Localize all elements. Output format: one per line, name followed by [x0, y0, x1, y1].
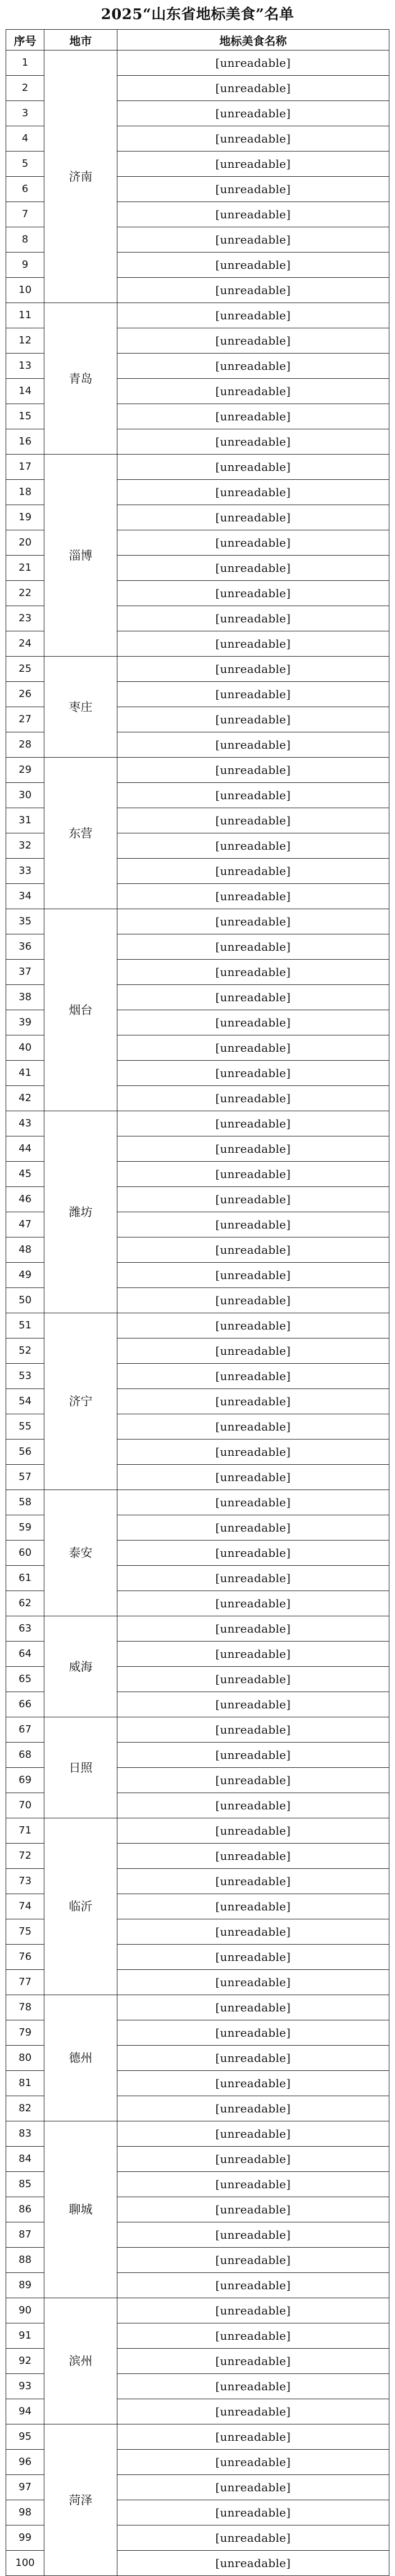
food-name: [unreadable]: [117, 1035, 389, 1061]
food-name: [unreadable]: [117, 960, 389, 985]
food-name: [unreadable]: [117, 758, 389, 783]
row-number: 68: [6, 1743, 44, 1768]
food-name: [unreadable]: [117, 1288, 389, 1313]
food-name: [unreadable]: [117, 1389, 389, 1414]
food-name: [unreadable]: [117, 1768, 389, 1793]
row-number: 100: [6, 2551, 44, 2576]
food-name: [unreadable]: [117, 303, 389, 328]
city-cell: 德州: [44, 1995, 117, 2121]
food-name: [unreadable]: [117, 328, 389, 354]
food-name: [unreadable]: [117, 1010, 389, 1035]
row-number: 51: [6, 1313, 44, 1339]
row-number: 58: [6, 1490, 44, 1515]
row-number: 60: [6, 1541, 44, 1566]
row-number: 28: [6, 732, 44, 758]
food-name: [unreadable]: [117, 1515, 389, 1541]
food-name: [unreadable]: [117, 985, 389, 1010]
row-number: 35: [6, 909, 44, 934]
row-number: 86: [6, 2197, 44, 2222]
table-row: [6, 1111, 389, 1136]
food-name: [unreadable]: [117, 1667, 389, 1692]
row-number: 99: [6, 2525, 44, 2551]
food-name: [unreadable]: [117, 2020, 389, 2046]
row-number: 73: [6, 1869, 44, 1894]
table-row: [6, 2121, 389, 2147]
row-number: 67: [6, 1717, 44, 1743]
row-number: 30: [6, 783, 44, 808]
row-number: 87: [6, 2222, 44, 2248]
food-name: [unreadable]: [117, 581, 389, 606]
row-number: 96: [6, 2450, 44, 2475]
food-name: [unreadable]: [117, 1086, 389, 1111]
table-row: [6, 2298, 389, 2323]
row-number: 9: [6, 253, 44, 278]
row-number: 12: [6, 328, 44, 354]
city-cell: 临沂: [44, 1818, 117, 1995]
food-name: [unreadable]: [117, 657, 389, 682]
row-number: 76: [6, 1945, 44, 1970]
row-number: 3: [6, 101, 44, 126]
row-number: 72: [6, 1844, 44, 1869]
food-name: [unreadable]: [117, 202, 389, 227]
food-name: [unreadable]: [117, 2298, 389, 2323]
food-name: [unreadable]: [117, 556, 389, 581]
row-number: 24: [6, 631, 44, 657]
food-name: [unreadable]: [117, 177, 389, 202]
row-number: 45: [6, 1162, 44, 1187]
food-name: [unreadable]: [117, 455, 389, 480]
food-name: [unreadable]: [117, 2121, 389, 2147]
food-name: [unreadable]: [117, 354, 389, 379]
row-number: 17: [6, 455, 44, 480]
city-cell: 青岛: [44, 303, 117, 455]
food-name: [unreadable]: [117, 101, 389, 126]
food-name: [unreadable]: [117, 1237, 389, 1263]
row-number: 64: [6, 1642, 44, 1667]
row-number: 83: [6, 2121, 44, 2147]
food-name: [unreadable]: [117, 909, 389, 934]
row-number: 77: [6, 1970, 44, 1995]
row-number: 62: [6, 1591, 44, 1616]
food-name: [unreadable]: [117, 707, 389, 732]
food-name: [unreadable]: [117, 1263, 389, 1288]
city-cell: 潍坊: [44, 1111, 117, 1313]
food-name: [unreadable]: [117, 1616, 389, 1642]
row-number: 85: [6, 2172, 44, 2197]
food-name: [unreadable]: [117, 833, 389, 859]
row-number: 75: [6, 1919, 44, 1945]
row-number: 47: [6, 1212, 44, 1237]
food-name: [unreadable]: [117, 1869, 389, 1894]
row-number: 7: [6, 202, 44, 227]
table-row: [6, 758, 389, 783]
row-number: 37: [6, 960, 44, 985]
food-name: [unreadable]: [117, 682, 389, 707]
food-name: [unreadable]: [117, 2071, 389, 2096]
row-number: 41: [6, 1061, 44, 1086]
food-name: [unreadable]: [117, 1339, 389, 1364]
city-cell: 威海: [44, 1616, 117, 1717]
food-name: [unreadable]: [117, 1970, 389, 1995]
row-number: 33: [6, 859, 44, 884]
row-number: 13: [6, 354, 44, 379]
food-name: [unreadable]: [117, 2450, 389, 2475]
row-number: 11: [6, 303, 44, 328]
food-name: [unreadable]: [117, 1111, 389, 1136]
row-number: 26: [6, 682, 44, 707]
row-number: 27: [6, 707, 44, 732]
row-number: 31: [6, 808, 44, 833]
table-header: [6, 30, 389, 51]
row-number: 69: [6, 1768, 44, 1793]
row-number: 40: [6, 1035, 44, 1061]
row-number: 80: [6, 2046, 44, 2071]
row-number: 61: [6, 1566, 44, 1591]
city-cell: 淄博: [44, 455, 117, 657]
table-row: [6, 1616, 389, 1642]
food-name: [unreadable]: [117, 1844, 389, 1869]
food-name: [unreadable]: [117, 1642, 389, 1667]
food-name: [unreadable]: [117, 1136, 389, 1162]
row-number: 34: [6, 884, 44, 909]
table-row: [6, 909, 389, 934]
food-name: [unreadable]: [117, 808, 389, 833]
row-number: 56: [6, 1440, 44, 1465]
food-name: [unreadable]: [117, 2046, 389, 2071]
food-name: [unreadable]: [117, 2551, 389, 2576]
row-number: 29: [6, 758, 44, 783]
food-name: [unreadable]: [117, 1541, 389, 1566]
food-name: [unreadable]: [117, 2475, 389, 2500]
city-cell: 烟台: [44, 909, 117, 1111]
row-number: 89: [6, 2273, 44, 2298]
food-name: [unreadable]: [117, 2172, 389, 2197]
food-name: [unreadable]: [117, 1364, 389, 1389]
row-number: 91: [6, 2323, 44, 2349]
food-name: [unreadable]: [117, 1818, 389, 1844]
row-number: 66: [6, 1692, 44, 1717]
row-number: 16: [6, 429, 44, 455]
row-number: 70: [6, 1793, 44, 1818]
food-name: [unreadable]: [117, 1187, 389, 1212]
food-name: [unreadable]: [117, 2500, 389, 2525]
table-row: [6, 455, 389, 480]
food-name: [unreadable]: [117, 1566, 389, 1591]
row-number: 18: [6, 480, 44, 505]
row-number: 21: [6, 556, 44, 581]
row-number: 78: [6, 1995, 44, 2020]
food-name: [unreadable]: [117, 1692, 389, 1717]
row-number: 1: [6, 51, 44, 76]
row-number: 52: [6, 1339, 44, 1364]
row-number: 82: [6, 2096, 44, 2121]
city-cell: 菏泽: [44, 2424, 117, 2576]
food-name: [unreadable]: [117, 152, 389, 177]
food-name: [unreadable]: [117, 1414, 389, 1440]
food-name: [unreadable]: [117, 1490, 389, 1515]
header-city: 地市: [44, 30, 117, 51]
row-number: 92: [6, 2349, 44, 2374]
food-name: [unreadable]: [117, 1440, 389, 1465]
row-number: 23: [6, 606, 44, 631]
row-number: 88: [6, 2248, 44, 2273]
food-name: [unreadable]: [117, 1162, 389, 1187]
city-cell: 济宁: [44, 1313, 117, 1490]
food-name: [unreadable]: [117, 51, 389, 76]
row-number: 19: [6, 505, 44, 530]
food-name: [unreadable]: [117, 1743, 389, 1768]
food-name: [unreadable]: [117, 2424, 389, 2450]
table-row: [6, 51, 389, 76]
food-name: [unreadable]: [117, 2096, 389, 2121]
food-name: [unreadable]: [117, 1212, 389, 1237]
row-number: 36: [6, 934, 44, 960]
food-name: [unreadable]: [117, 2273, 389, 2298]
row-number: 53: [6, 1364, 44, 1389]
row-number: 42: [6, 1086, 44, 1111]
food-name: [unreadable]: [117, 884, 389, 909]
food-name: [unreadable]: [117, 278, 389, 303]
table-row: [6, 303, 389, 328]
row-number: 74: [6, 1894, 44, 1919]
city-cell: 聊城: [44, 2121, 117, 2298]
food-name: [unreadable]: [117, 2147, 389, 2172]
food-table: [6, 29, 389, 2576]
row-number: 5: [6, 152, 44, 177]
row-number: 39: [6, 1010, 44, 1035]
food-name: [unreadable]: [117, 2349, 389, 2374]
city-cell: 泰安: [44, 1490, 117, 1616]
row-number: 48: [6, 1237, 44, 1263]
row-number: 22: [6, 581, 44, 606]
row-number: 4: [6, 126, 44, 152]
food-name: [unreadable]: [117, 1919, 389, 1945]
row-number: 79: [6, 2020, 44, 2046]
food-name: [unreadable]: [117, 2525, 389, 2551]
city-cell: 枣庄: [44, 657, 117, 758]
food-name: [unreadable]: [117, 1995, 389, 2020]
row-number: 84: [6, 2147, 44, 2172]
food-name: [unreadable]: [117, 126, 389, 152]
row-number: 94: [6, 2399, 44, 2424]
row-number: 15: [6, 404, 44, 429]
food-name: [unreadable]: [117, 404, 389, 429]
food-name: [unreadable]: [117, 859, 389, 884]
food-name: [unreadable]: [117, 480, 389, 505]
food-name: [unreadable]: [117, 631, 389, 657]
row-number: 59: [6, 1515, 44, 1541]
row-number: 6: [6, 177, 44, 202]
row-number: 32: [6, 833, 44, 859]
row-number: 54: [6, 1389, 44, 1414]
header-food: 地标美食名称: [117, 30, 389, 51]
food-name: [unreadable]: [117, 530, 389, 556]
food-name: [unreadable]: [117, 1894, 389, 1919]
food-name: [unreadable]: [117, 2374, 389, 2399]
row-number: 55: [6, 1414, 44, 1440]
row-number: 71: [6, 1818, 44, 1844]
food-name: [unreadable]: [117, 505, 389, 530]
food-name: [unreadable]: [117, 606, 389, 631]
row-number: 2: [6, 76, 44, 101]
food-name: [unreadable]: [117, 76, 389, 101]
food-name: [unreadable]: [117, 429, 389, 455]
food-name: [unreadable]: [117, 1717, 389, 1743]
food-name: [unreadable]: [117, 2197, 389, 2222]
row-number: 93: [6, 2374, 44, 2399]
row-number: 65: [6, 1667, 44, 1692]
food-name: [unreadable]: [117, 2248, 389, 2273]
food-name: [unreadable]: [117, 1591, 389, 1616]
table-row: [6, 1995, 389, 2020]
row-number: 95: [6, 2424, 44, 2450]
row-number: 25: [6, 657, 44, 682]
food-name: [unreadable]: [117, 1061, 389, 1086]
food-name: [unreadable]: [117, 783, 389, 808]
row-number: 44: [6, 1136, 44, 1162]
row-number: 10: [6, 278, 44, 303]
row-number: 46: [6, 1187, 44, 1212]
row-number: 90: [6, 2298, 44, 2323]
food-name: [unreadable]: [117, 1313, 389, 1339]
food-name: [unreadable]: [117, 227, 389, 253]
city-cell: 济南: [44, 51, 117, 303]
row-number: 8: [6, 227, 44, 253]
food-name: [unreadable]: [117, 934, 389, 960]
row-number: 57: [6, 1465, 44, 1490]
row-number: 38: [6, 985, 44, 1010]
page-title: 2025“山东省地标美食”名单: [101, 6, 294, 23]
row-number: 43: [6, 1111, 44, 1136]
row-number: 98: [6, 2500, 44, 2525]
table-row: [6, 1490, 389, 1515]
table-row: [6, 1818, 389, 1844]
food-name: [unreadable]: [117, 1945, 389, 1970]
row-number: 81: [6, 2071, 44, 2096]
city-cell: 东营: [44, 758, 117, 909]
row-number: 14: [6, 379, 44, 404]
row-number: 63: [6, 1616, 44, 1642]
row-number: 20: [6, 530, 44, 556]
food-name: [unreadable]: [117, 379, 389, 404]
food-name: [unreadable]: [117, 253, 389, 278]
table-row: [6, 1313, 389, 1339]
food-name: [unreadable]: [117, 732, 389, 758]
city-cell: 日照: [44, 1717, 117, 1818]
table-row: [6, 1717, 389, 1743]
row-number: 97: [6, 2475, 44, 2500]
table-row: [6, 2424, 389, 2450]
food-name: [unreadable]: [117, 2323, 389, 2349]
row-number: 50: [6, 1288, 44, 1313]
table-row: [6, 657, 389, 682]
table-body: [6, 51, 389, 2576]
row-number: 49: [6, 1263, 44, 1288]
city-cell: 滨州: [44, 2298, 117, 2424]
food-name: [unreadable]: [117, 2222, 389, 2248]
food-name: [unreadable]: [117, 2399, 389, 2424]
food-name: [unreadable]: [117, 1465, 389, 1490]
food-name: [unreadable]: [117, 1793, 389, 1818]
header-no: 序号: [6, 30, 44, 51]
table-header-row: [6, 30, 389, 51]
